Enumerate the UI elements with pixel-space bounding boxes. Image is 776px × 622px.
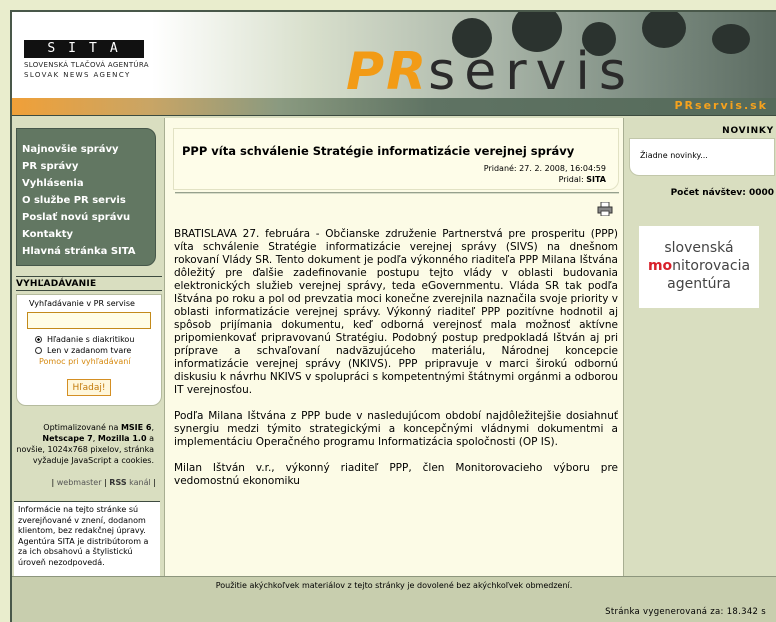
radio-selected-icon[interactable] [35, 336, 42, 343]
monitor-line2 [639, 258, 759, 274]
printer-icon[interactable] [597, 202, 613, 216]
search-button[interactable]: Hľadaj! [67, 379, 111, 396]
radio-diakritika[interactable] [35, 335, 134, 344]
footer [12, 576, 776, 622]
optimized-msie: MSIE 6 [120, 423, 152, 432]
microphone-icon [642, 12, 686, 48]
page [10, 10, 776, 622]
search-help-link[interactable]: Pomoc pri vyhľadávaní [39, 357, 131, 366]
left-column [12, 118, 164, 592]
footer-links: | webmaster | RSS kanál | [51, 478, 156, 487]
radio-empty-icon[interactable] [35, 347, 42, 354]
header [12, 12, 776, 98]
radio-diakritika-label: Hľadanie s diakritikou [47, 335, 135, 344]
article-date: Pridané: 27. 2. 2008, 16:04:59 [483, 164, 606, 173]
article-body [174, 228, 618, 501]
radio-zadany-tvar-label: Len v zadanom tvare [47, 346, 132, 355]
nav-item-poslat-spravu[interactable]: Poslať novú správu [22, 212, 131, 223]
banner-servis: servis [428, 42, 635, 98]
monitor-rest: nitorovacia [672, 258, 751, 274]
nav-item-najnovsie[interactable]: Najnovšie správy [22, 144, 119, 155]
article-paragraph: BRATISLAVA 27. februára - Občianske združenie Partnerstvá pre prosperitu (PPP) víta schválenie Stratégie informatizácie verejnej správy (SIVS) na dnešnom rokovaní Vlády SR. Tento dokument je podľa výkonného riaditeľa PPP Milana Ištvána dôležitý pre ďalšie zadefinovanie postupu tejto vlády v oblasti budovania elektronických služieb verejnej správy, teda eGovernmentu. Vláda SR tak podľa Ištvána po roku a pol od prevzatia moci konečne zverejnila naznačila svoje priority v oblasti informatizácie verejnej správy. Výkonný riaditeľ PPP pozitívne hodnotil aj spôsob prijímania dokumentu, keď odborná verejnosť mala možnosť aktívne pripomienkovať pripravovanú Stratégiu. Podobný postup predpokladá Ištván aj pri príprave a schvaľovaní nadväzujúceho materiálu, Národnej koncepcie informatizácie verejnej správy (NKIVS). PPP pripravuje v marci širokú odbornú diskusiu k návrhu NKIVS v spolupráci s kompetentnými štátnymi orgánmi a odborou IT verejnosťou. [174, 228, 618, 396]
article-paragraph: Podľa Milana Ištvána z PPP bude v nasledujúcom období najdôležitejšie dosiahnuť synergiu medzi týmito strategickými a koncepčnými vládnymi dokumentmi a implementáciu Operačného programu Informatizácia spoločnosti (OP IS). [174, 410, 618, 448]
article-author [559, 175, 606, 184]
banner-title [346, 42, 635, 98]
article-header [173, 128, 619, 190]
search-input[interactable] [27, 312, 151, 329]
author-label: Pridal: [558, 175, 584, 184]
search-label: Vyhľadávanie v PR servise [29, 299, 135, 308]
generation-time: Stránka vygenerovaná za: 18.342 s [605, 607, 766, 617]
prservis-banner [152, 12, 776, 98]
search-heading: VYHĽADÁVANIE [16, 276, 162, 291]
divider [175, 192, 619, 194]
nav-item-kontakty[interactable]: Kontakty [22, 229, 74, 240]
novinky-box: Žiadne novinky... [629, 138, 775, 176]
visit-counter: Počet návštev: 0000 [670, 188, 774, 198]
nav-item-o-sluzbe[interactable]: O službe PR servis [22, 195, 126, 206]
optimized-prefix: Optimalizované na [43, 423, 119, 432]
monitor-mo: mo [647, 258, 673, 274]
novinky-heading: NOVINKY [722, 126, 774, 136]
right-column [625, 118, 776, 592]
optimized-mozilla: Mozilla 1.0 [97, 434, 147, 443]
main-nav [16, 128, 156, 266]
nav-item-vyhlasenia[interactable]: Vyhlásenia [22, 178, 84, 189]
monitor-line1: slovenská [664, 240, 734, 256]
sita-logo[interactable] [24, 40, 149, 82]
disclaimer: Informácie na tejto stránke sú zverejňované v znení, dodanom klientom, bez redakčnej úpravy. Agentúra SITA je distribútorom a za ich obsahovú a štylistickú úroveň nezodpovedá. [14, 501, 160, 591]
article-title: PPP víta schválenie Stratégie informatizácie verejnej správy [182, 144, 575, 158]
nav-item-pr-spravy[interactable]: PR správy [22, 161, 79, 172]
optimized-netscape: Netscape 7 [42, 434, 93, 443]
footer-note: Použitie akýchkoľvek materiálov z tejto stránky je dovolené bez akýchkoľvek obmedzení. [215, 581, 573, 590]
sita-subtitle-en: SLOVAK NEWS AGENCY [24, 71, 131, 79]
article-paragraph: Milan Ištván v.r., výkonný riaditeľ PPP, člen Monitorovacieho výboru pre vedomostnú ekonomiku [174, 462, 618, 487]
rss-link[interactable]: RSS [109, 478, 127, 487]
site-name[interactable]: PRservis.sk [674, 99, 768, 112]
author-name: SITA [586, 175, 606, 184]
sita-wordmark: SITA [24, 40, 144, 58]
optimized-note: Optimalizované na MSIE 6, Netscape 7, Mozilla 1.0 a novšie, 1024x768 pixelov, stránka vyžaduje JavaScript a cookies. [16, 423, 154, 465]
search-panel [16, 294, 162, 406]
monitorovacia-agentura-logo[interactable] [639, 226, 759, 308]
banner-pr: PR [346, 42, 429, 98]
monitor-line3: agentúra [667, 276, 731, 292]
sita-subtitle-sk: SLOVENSKÁ TLAČOVÁ AGENTÚRA [24, 61, 149, 69]
rss-kanal-link[interactable]: kanál [129, 478, 151, 487]
main-content [164, 118, 624, 592]
microphone-icon [712, 24, 750, 54]
header-strip [12, 98, 776, 116]
nav-item-hlavna-stranka[interactable]: Hlavná stránka SITA [22, 246, 136, 257]
webmaster-link[interactable]: webmaster [56, 478, 102, 487]
optimized-suffix: a novšie, 1024x768 pixelov, stránka vyžaduje JavaScript a cookies. [16, 434, 154, 465]
radio-zadany-tvar[interactable] [35, 346, 131, 355]
